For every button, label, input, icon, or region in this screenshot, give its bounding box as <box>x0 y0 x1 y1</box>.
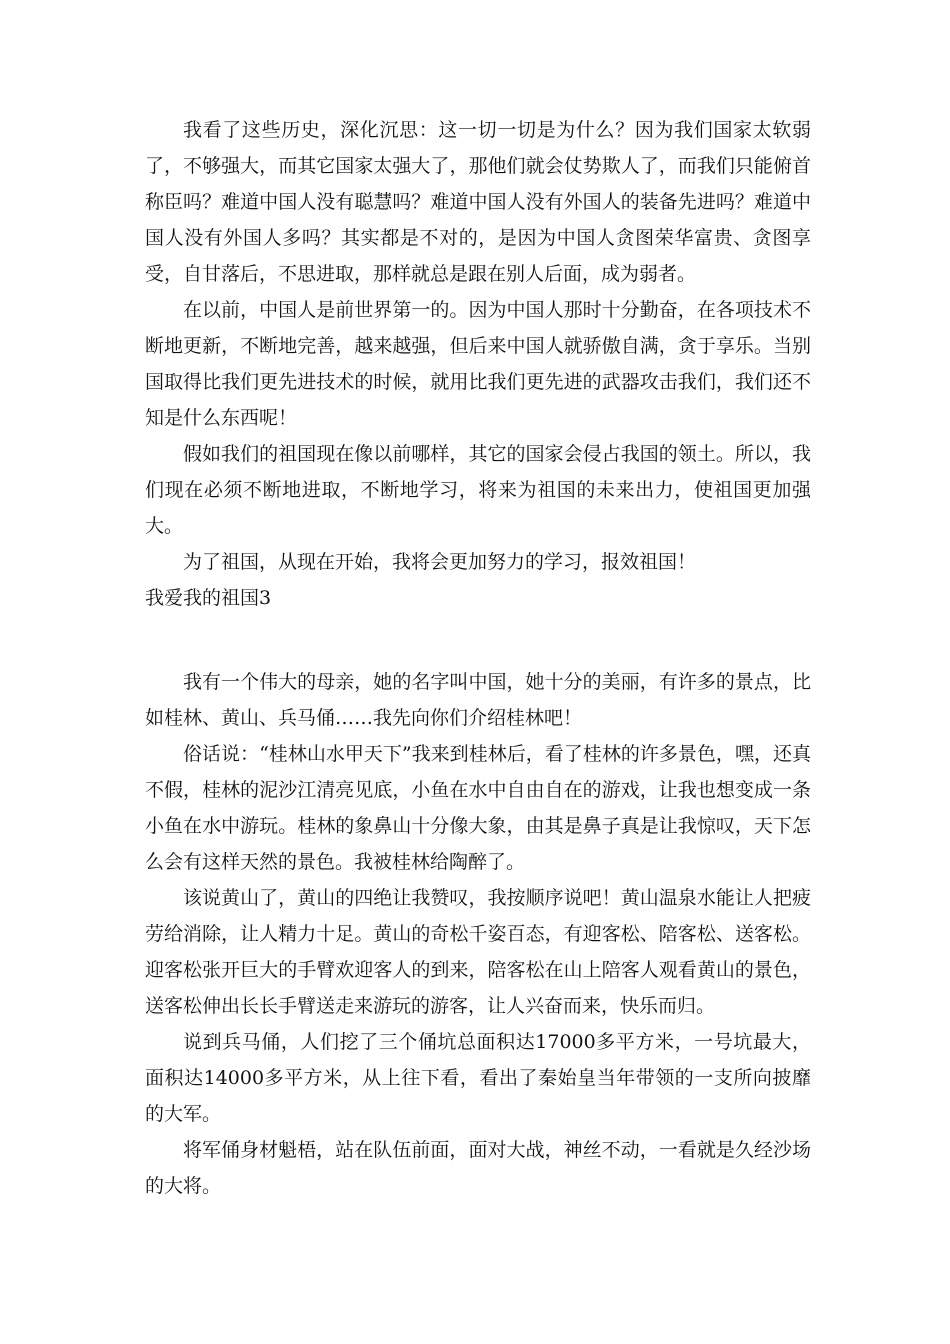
paragraph: 将军俑身材魁梧，站在队伍前面，面对大战，神丝不动，一看就是久经沙场的大将。 <box>145 1139 811 1197</box>
paragraph: 假如我们的祖国现在像以前哪样，其它的国家会侵占我国的领土。所以，我们现在必须不断地进取，不断地学习，将来为祖国的未来出力，使祖国更加强大。 <box>145 443 811 537</box>
blank-spacer <box>145 616 811 664</box>
section-title: 我爱我的祖国3 <box>145 587 272 609</box>
paragraph: 为了祖国，从现在开始，我将会更加努力的学习，报效祖国！ <box>183 551 697 573</box>
paragraph: 在以前，中国人是前世界第一的。因为中国人那时十分勤奋，在各项技术不断地更新，不断地完善，越来越强，但后来中国人就骄傲自满，贪于享乐。当别国取得比我们更先进技术的时候，就用比我们更先进的武器攻击我们，我们还不知是什么东西呢！ <box>145 299 811 429</box>
paragraph: 我看了这些历史，深化沉思：这一切一切是为什么？因为我们国家太软弱了，不够强大，而其它国家太强大了，那他们就会仗势欺人了，而我们只能俯首称臣吗？难道中国人没有聪慧吗？难道中国人没有外国人的装备先进吗？难道中国人没有外国人多吗？其实都是不对的，是因为中国人贪图荣华富贵、贪图享受，自甘落后，不思进取，那样就总是跟在别人后面，成为弱者。 <box>145 119 811 285</box>
paragraph: 说到兵马俑，人们挖了三个俑坑总面积达17000多平方米，一号坑最大，面积达14000多平方米，从上往下看，看出了秦始皇当年带领的一支所向披靡的大军。 <box>145 1031 811 1125</box>
document-body <box>145 112 811 1204</box>
paragraph: 该说黄山了，黄山的四绝让我赞叹，我按顺序说吧！黄山温泉水能让人把疲劳给消除，让人精力十足。黄山的奇松千姿百态，有迎客松、陪客松、送客松。迎客松张开巨大的手臂欢迎客人的到来，陪客松在山上陪客人观看黄山的景色，送客松伸出长长手臂送走来游玩的游客，让人兴奋而来，快乐而归。 <box>145 887 811 1017</box>
paragraph: 我有一个伟大的母亲，她的名字叫中国，她十分的美丽，有许多的景点，比如桂林、黄山、兵马俑……我先向你们介绍桂林吧！ <box>145 671 811 729</box>
paragraph: 俗话说：“桂林山水甲天下”我来到桂林后，看了桂林的许多景色，嘿，还真不假，桂林的泥沙江清亮见底，小鱼在水中自由自在的游戏，让我也想变成一条小鱼在水中游玩。桂林的象鼻山十分像大象，由其是鼻子真是让我惊叹，天下怎么会有这样天然的景色。我被桂林给陶醉了。 <box>145 743 811 873</box>
